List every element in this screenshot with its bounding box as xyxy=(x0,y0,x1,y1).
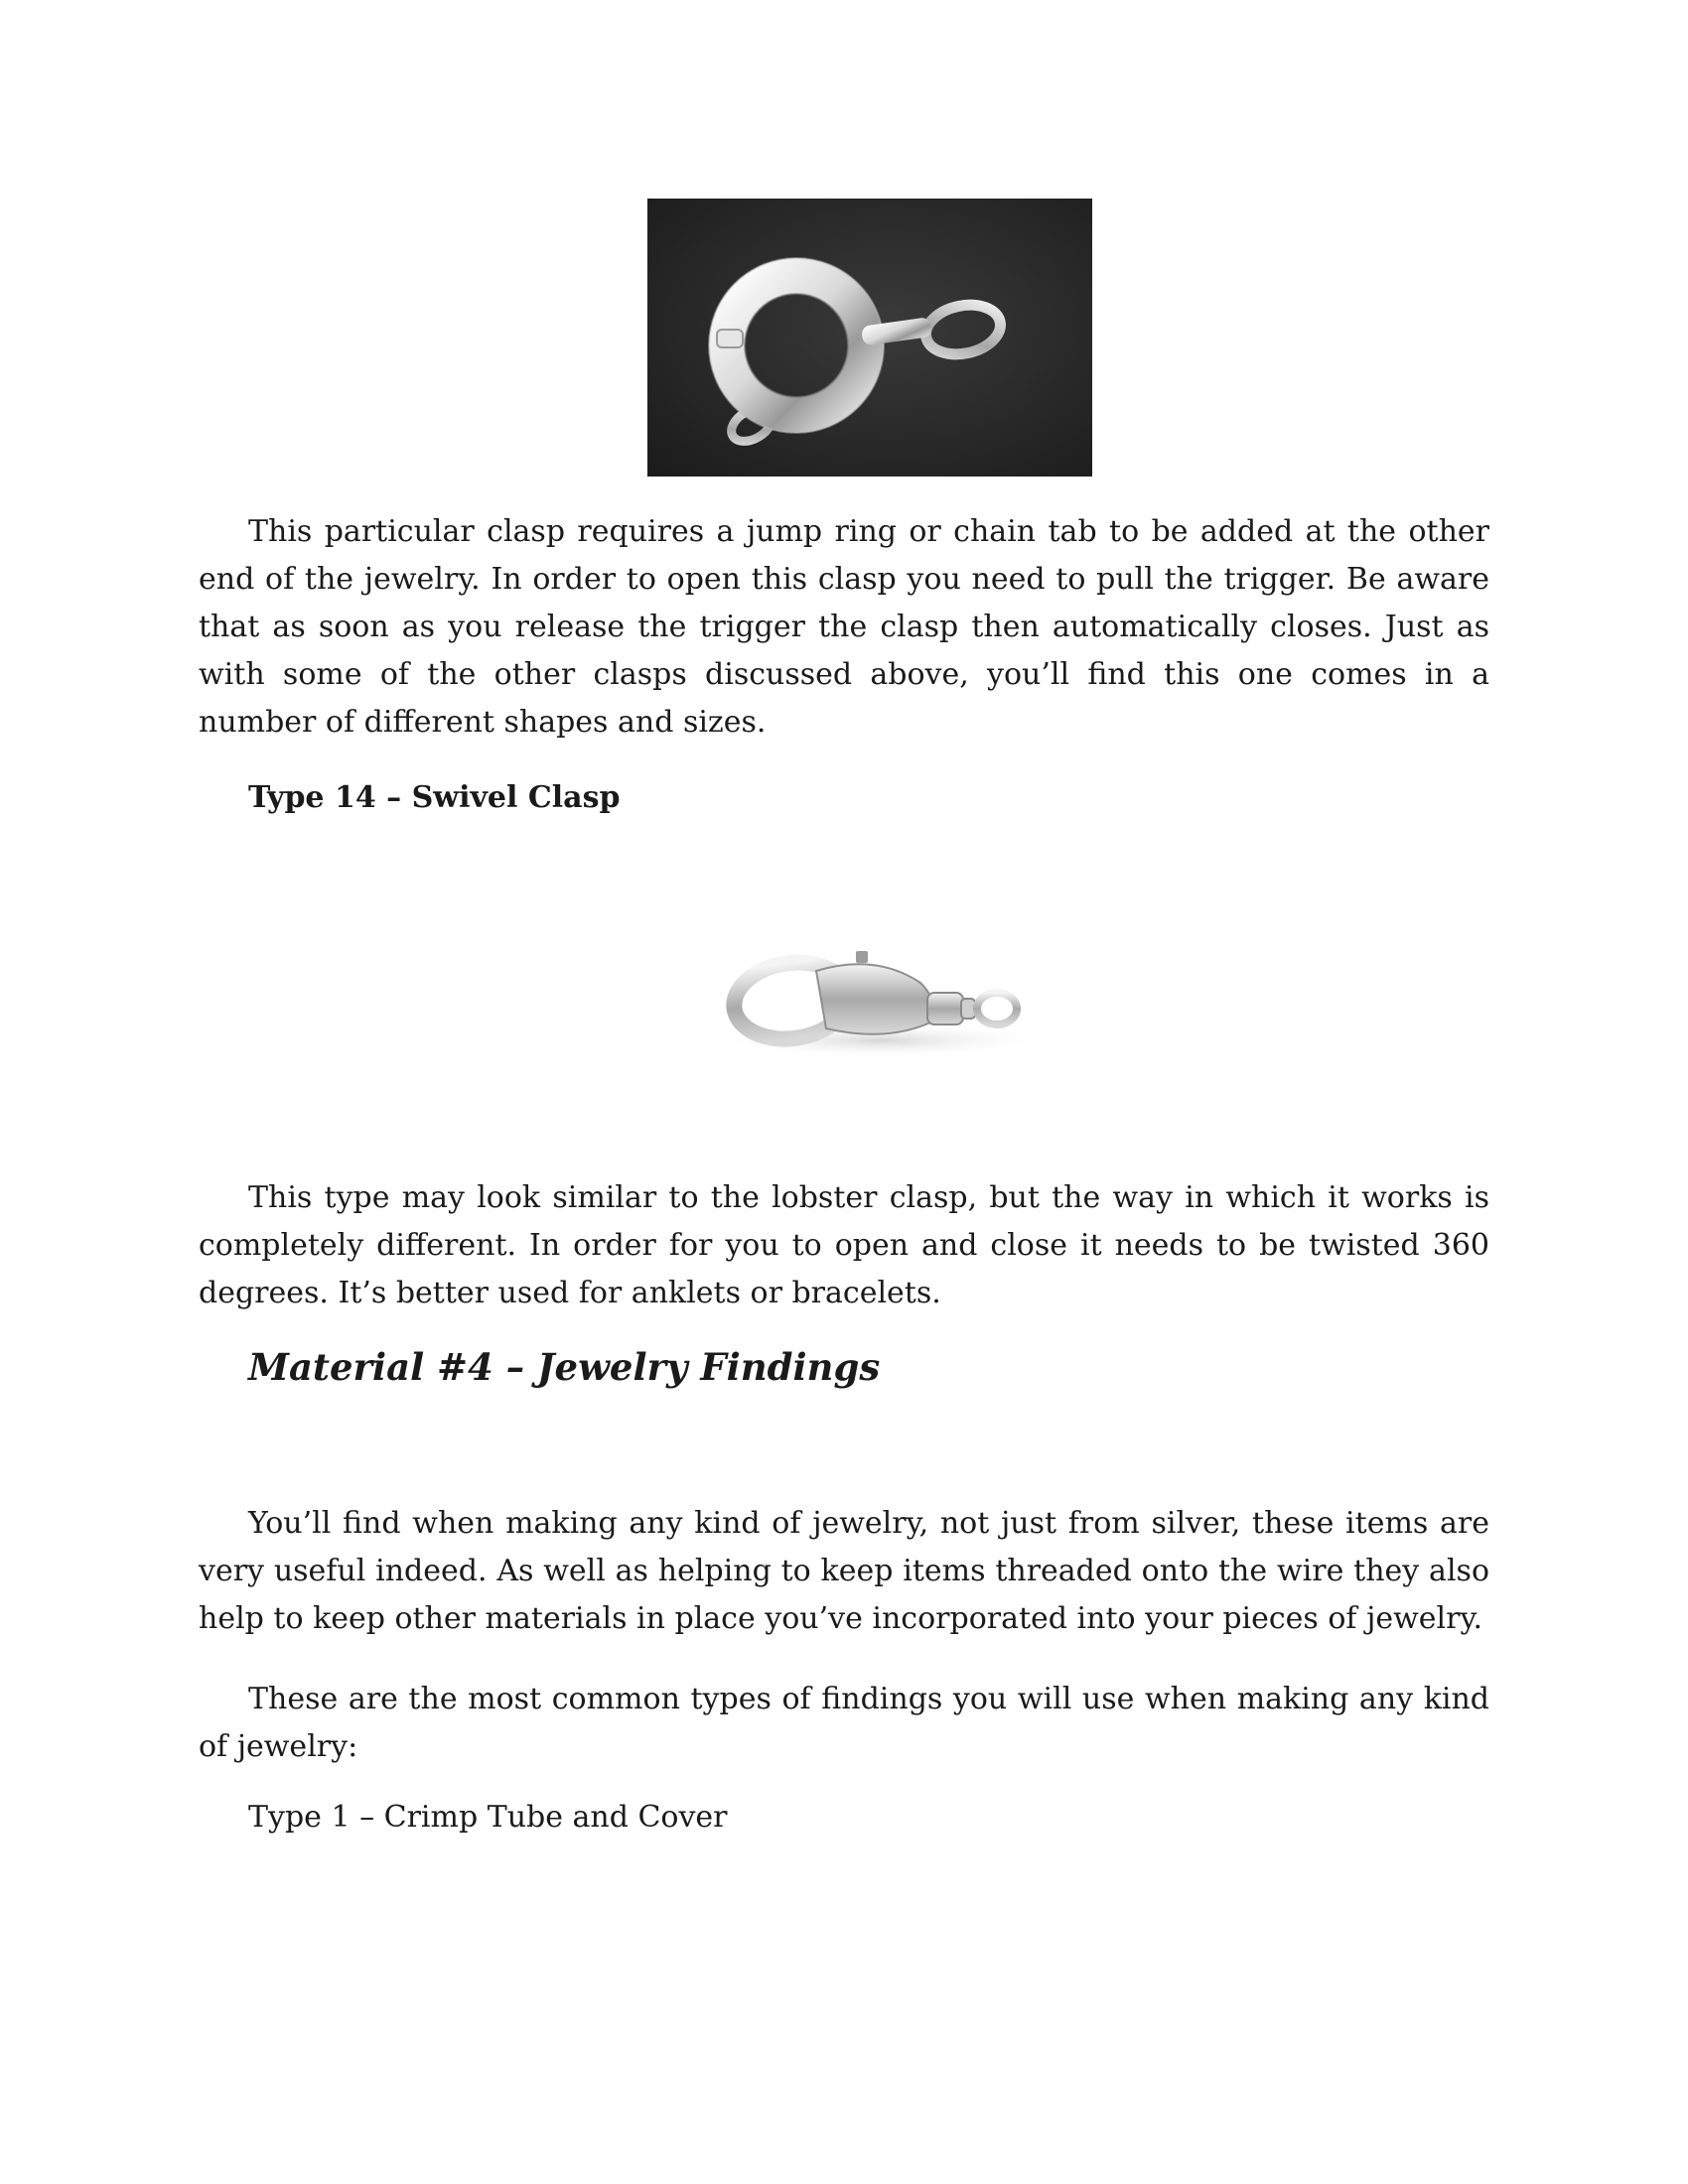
spring-clasp-paragraph: This particular clasp requires a jump ring or chain tab to be added at the other end of the jewelry. In order to open this clasp you need to pull the trigger. Be aware that as soon as you release the trigger the clasp then automatically closes. Just as with some of the other clasps discussed above, you’ll find this one comes in a number of different shapes and sizes. xyxy=(199,514,1489,740)
swivel-clasp-paragraph: This type may look similar to the lobster clasp, but the way in which it works is completely different. In order for you to open and close it needs to be twisted 360 degrees. It’s better used for anklets or bracelets. xyxy=(199,1180,1489,1310)
type-14-heading: Type 14 – Swivel Clasp xyxy=(248,780,621,815)
spring-ring-clasp-image xyxy=(647,199,1092,477)
findings-intro-paragraph: You’ll find when making any kind of jewelry, not just from silver, these items are very useful indeed. As well as helping to keep items threaded onto the wire they also help to keep other materials in place you’ve incorporated into your pieces of jewelry. xyxy=(199,1506,1489,1636)
swivel-clasp-image xyxy=(707,923,1055,1082)
material-4-heading: Material #4 – Jewelry Findings xyxy=(248,1345,881,1389)
findings-list-intro-paragraph: These are the most common types of findings you will use when making any kind of jewelry: xyxy=(199,1682,1489,1764)
type-1-label: Type 1 – Crimp Tube and Cover xyxy=(248,1800,728,1835)
